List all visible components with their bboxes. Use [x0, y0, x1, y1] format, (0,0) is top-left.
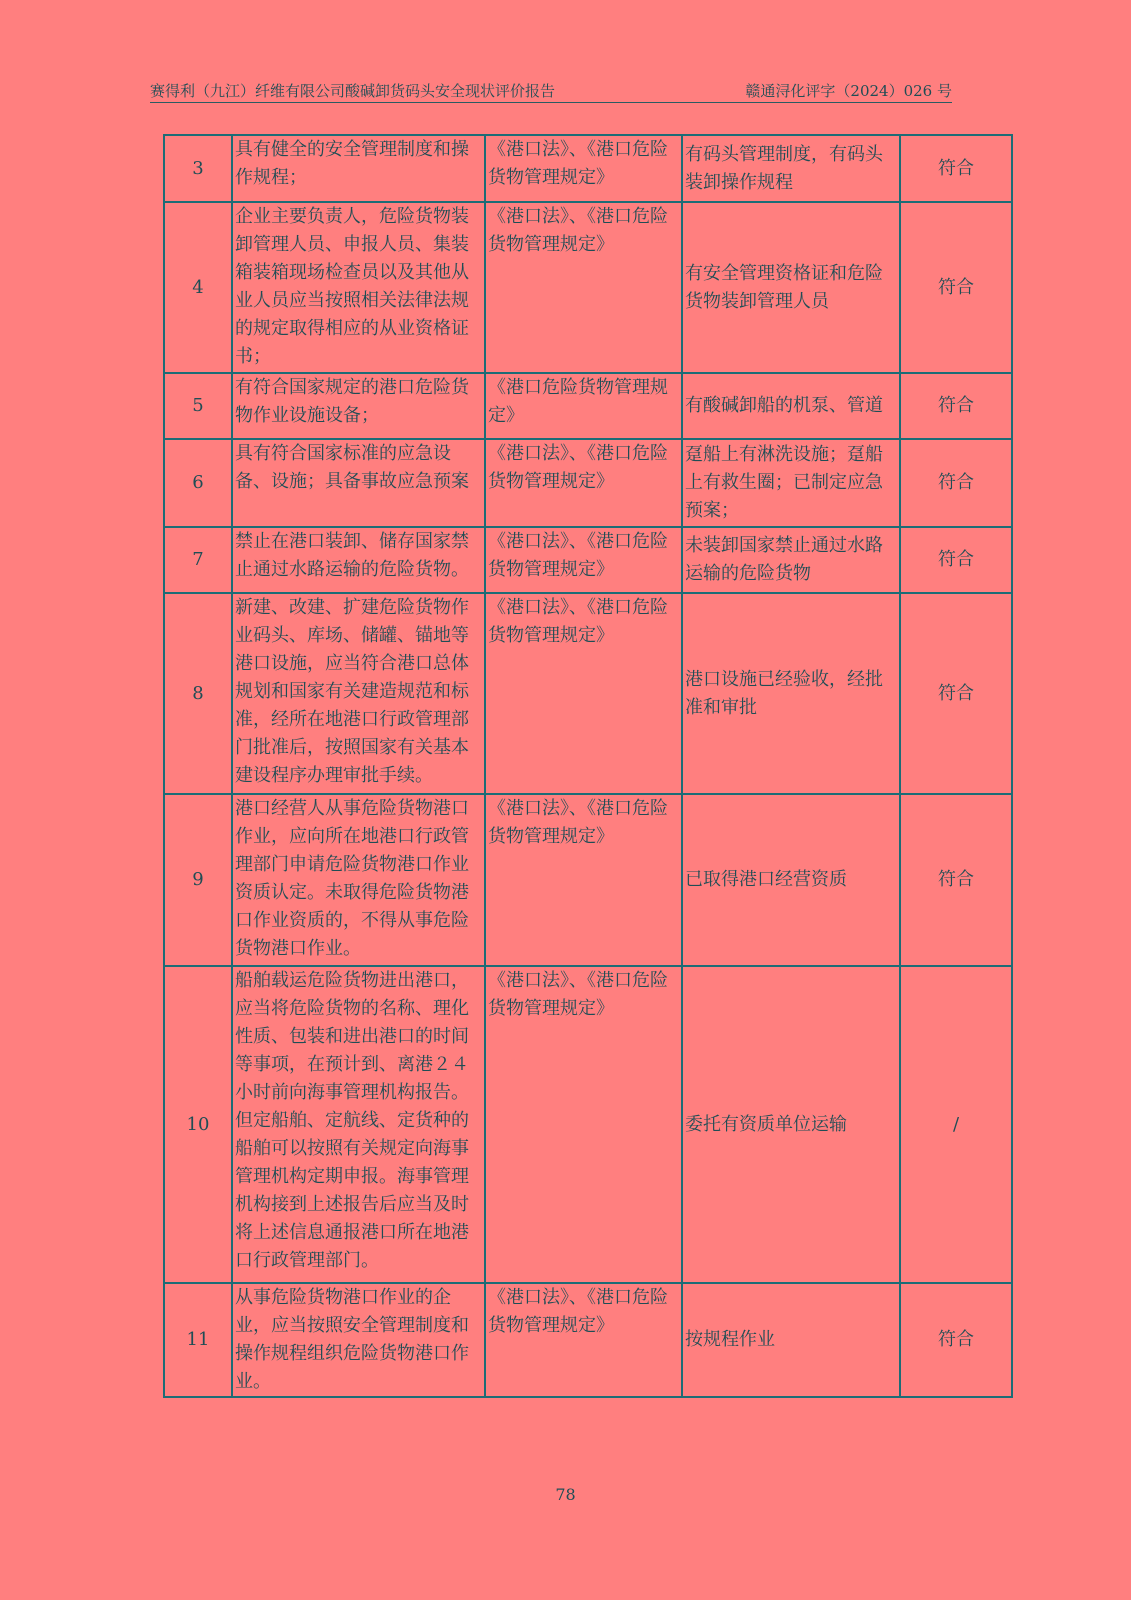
- row-number: 5: [164, 373, 232, 439]
- result-cell: 符合: [900, 202, 1012, 373]
- basis-cell: 《港口法》、《港口危险货物管理规定》: [485, 966, 682, 1283]
- row-number: 6: [164, 439, 232, 527]
- table-row: [164, 966, 1012, 1283]
- table-row: [164, 1283, 1012, 1397]
- result-cell: 符合: [900, 794, 1012, 966]
- requirement-cell: 新建、改建、扩建危险货物作业码头、库场、储罐、锚地等港口设施，应当符合港口总体规划和国家有关建造规范和标准，经所在地港口行政管理部门批准后，按照国家有关基本建设程序办理审批手续。: [232, 593, 485, 794]
- row-number: 3: [164, 135, 232, 202]
- result-cell: 符合: [900, 439, 1012, 527]
- result-cell: 符合: [900, 135, 1012, 202]
- requirement-cell: 禁止在港口装卸、储存国家禁止通过水路运输的危险货物。: [232, 527, 485, 593]
- row-number: 7: [164, 527, 232, 593]
- status-cell: 有码头管理制度，有码头装卸操作规程: [682, 135, 900, 202]
- basis-cell: 《港口危险货物管理规定》: [485, 373, 682, 439]
- basis-cell: 《港口法》、《港口危险货物管理规定》: [485, 593, 682, 794]
- table-row: [164, 202, 1012, 373]
- result-cell: 符合: [900, 1283, 1012, 1397]
- status-cell: 趸船上有淋洗设施；趸船上有救生圈；已制定应急预案；: [682, 439, 900, 527]
- table-row: [164, 527, 1012, 593]
- result-cell: /: [900, 966, 1012, 1283]
- page-header: [150, 80, 952, 103]
- result-cell: 符合: [900, 373, 1012, 439]
- status-cell: 已取得港口经营资质: [682, 794, 900, 966]
- page-number: 78: [555, 1485, 576, 1504]
- status-cell: 有酸碱卸船的机泵、管道: [682, 373, 900, 439]
- table-row: [164, 373, 1012, 439]
- status-cell: 按规程作业: [682, 1283, 900, 1397]
- status-cell: 未装卸国家禁止通过水路运输的危险货物: [682, 527, 900, 593]
- row-number: 4: [164, 202, 232, 373]
- status-cell: 有安全管理资格证和危险货物装卸管理人员: [682, 202, 900, 373]
- requirement-cell: 企业主要负责人，危险货物装卸管理人员、申报人员、集装箱装箱现场检查员以及其他从业人员应当按照相关法律法规的规定取得相应的从业资格证书；: [232, 202, 485, 373]
- requirement-cell: 从事危险货物港口作业的企业，应当按照安全管理制度和操作规程组织危险货物港口作业。: [232, 1283, 485, 1397]
- table-row: [164, 794, 1012, 966]
- basis-cell: 《港口法》、《港口危险货物管理规定》: [485, 1283, 682, 1397]
- basis-cell: 《港口法》、《港口危险货物管理规定》: [485, 202, 682, 373]
- compliance-table: [163, 134, 1013, 1398]
- basis-cell: 《港口法》、《港口危险货物管理规定》: [485, 439, 682, 527]
- basis-cell: 《港口法》、《港口危险货物管理规定》: [485, 794, 682, 966]
- result-cell: 符合: [900, 593, 1012, 794]
- report-title: 赛得利（九江）纤维有限公司酸碱卸货码头安全现状评价报告: [150, 82, 556, 100]
- requirement-cell: 具有健全的安全管理制度和操作规程；: [232, 135, 485, 202]
- row-number: 9: [164, 794, 232, 966]
- requirement-cell: 具有符合国家标准的应急设备、设施；具备事故应急预案: [232, 439, 485, 527]
- status-cell: 委托有资质单位运输: [682, 966, 900, 1283]
- table-row: [164, 593, 1012, 794]
- requirement-cell: 有符合国家规定的港口危险货物作业设施设备；: [232, 373, 485, 439]
- result-cell: 符合: [900, 527, 1012, 593]
- row-number: 8: [164, 593, 232, 794]
- requirement-cell: 港口经营人从事危险货物港口作业，应向所在地港口行政管理部门申请危险货物港口作业资质认定。未取得危险货物港口作业资质的，不得从事危险货物港口作业。: [232, 794, 485, 966]
- table-row: [164, 135, 1012, 202]
- basis-cell: 《港口法》、《港口危险货物管理规定》: [485, 527, 682, 593]
- row-number: 10: [164, 966, 232, 1283]
- report-number: 赣通浔化评字（2024）026 号: [745, 82, 952, 100]
- row-number: 11: [164, 1283, 232, 1397]
- basis-cell: 《港口法》、《港口危险货物管理规定》: [485, 135, 682, 202]
- requirement-cell: 船舶载运危险货物进出港口，应当将危险货物的名称、理化性质、包装和进出港口的时间等事项，在预计到、离港２４小时前向海事管理机构报告。但定船舶、定航线、定货种的船舶可以按照有关规定向海事管理机构定期申报。海事管理机构接到上述报告后应当及时将上述信息通报港口所在地港口行政管理部门。: [232, 966, 485, 1283]
- status-cell: 港口设施已经验收，经批准和审批: [682, 593, 900, 794]
- table-row: [164, 439, 1012, 527]
